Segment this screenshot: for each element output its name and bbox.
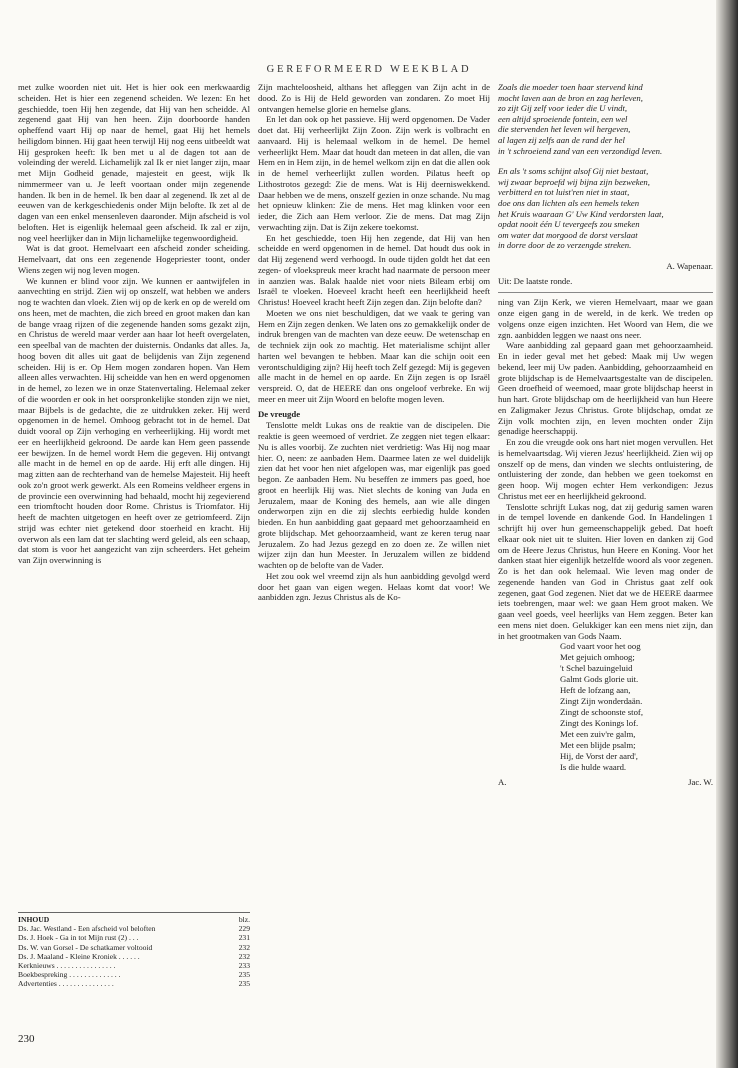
- toc-row: [18, 979, 250, 988]
- psalm-line: Is die hulde waard.: [560, 762, 627, 773]
- toc-row: [18, 952, 250, 961]
- poem-line: in 't schroeiend zand van een verzondigd leven.: [498, 145, 663, 156]
- paragraph: Tenslotte schrijft Lukas nog, dat zij gedurig samen waren in de tempel lovende en dankende God. In Handelingen 1 schrijft hij over hun gemeenschappelijk gebed. Dat hoeft elkaar ook niet uit te sluiten. Hier loven en danken zij God om de Heere Jezus Christus, hun Heere en Koning. Voor het danken staat hier eigenlijk hetzelfde woord als voor zegenen. Zo is het dan ook helemaal. Wie leven mag onder de zegenende handen van God in Christus gaat zelf ook zegenen, gaat God zegenen. Niet dat we de HEERE daarmee iets toebrengen, maar wel: we gaan Hem groot maken. We gaan veel goeds, veel heerlijks van Hem zeggen. Beter kan een mens niet doen. Gelukkiger kan een mens niet zijn, dan in het grootmaken van Gods Naam.: [498, 501, 713, 641]
- paragraph: Tenslotte meldt Lukas ons de reaktie van de discipelen. Die reaktie is geen weemoed of verdriet. Ze zeggen niet tegen elkaar: Nu is alles voorbij. Ze zuchten niet verdrietig: Was Hij nog maar hier. O, neen: ze aanbaden Hem. Daarmee laten ze wel duidelijk zien dat het voor hen niet afgelopen was, mar eigenlijk pas goed begon. Ze aanbaden Hem. Nu beseffen ze immers pas goed, hoe groot en heerlijk Hij was. Niet slechts de koning van Juda en Jeruzalem, maar de Koning des hemels, aan wie alle dingen onderworpen zijn en die zij slechts eerbiedig hulde konden bieden. En hun aanbidding gaat gepaard met gehoorzaamheid en grote blijdschap. Met gehoorzaamheid, want ze keren terug naar Jeruzalem. Zo had Jezus gezegd en zo doen ze. Ze willen niet wijzer zijn dan hun Meester. In Jeruzalem willen ze biddend wachten op de belofte van de Vader.: [258, 420, 490, 570]
- column-1: [18, 82, 250, 566]
- paragraph: We kunnen er blind voor zijn. We kunnen er aantwijfelen in aanvechting en strijd. Zien wij op onszelf, wat hebben we anders nog te wachten dan vloek. Zien wij op de kerk en op de wereld om ons heen, met de machten, die zich breed en groot maken dan kan de bange vraag rijzen of die zegenende handen soms gezakt zijn, en Christus de wereld maar verder aan haar lot heeft overgelaten, een speelbal van de machten der duisternis. Ondanks dat alles. Ja, hoog boven dit alles uit gaat de belijdenis van Zijn zegenend scheiden. Hij is er. Op Hem mogen zondaren hopen. Van Hem alleen alles verwachten. Hij scheidde van hen en werd opgenomen in de hemel, zo lezen we in onze Statenvertaling. Helemaal zeker of die woorden er ook in het oorspronkelijke stonden zijn we niet, maar Bijbels is de gedachte, die ze uitdrukken zeker. Hij werd opgenomen in de hemel. Omhoog gebracht tot in de hemel. Dat duidt vooral op Zijn verhoging en verheerlijking. Hij wordt met eer en heerlijkheid gekroond. De aarde kan Hem geen passende eer bewijzen. In de hemel wordt Hem die gegeven. Hij ontvangt alle macht in de hemel en op de aarde. Hij erft alle dingen. Hij mag zitten aan de rechterhand van de hemelse Majesteit. Hij heeft ook zo'n groot werk gewerkt. Als een Romeins veldheer ergens in de provincie een overwinning had behaald, mocht hij zegevierend een triomftocht houden door Rome. Christus is Triomfator. Hij heeft de machten uitgetogen en heeft over ze getriomfeerd. Zijn strijd was echter niet getekend door stoerheid en kracht. Hij overwon als een lam dat ter slachting werd geleid, als een schaap, dat stom is voor het aangezicht van zijn scheerders. Het geheim van Zijn overwinning is: [18, 275, 250, 565]
- top-margin: [0, 0, 738, 6]
- poem-source: Uit: De laatste ronde.: [498, 275, 573, 286]
- poem-line: in dorre door de zo verzengde streken.: [498, 240, 632, 251]
- paragraph: En zou die vreugde ook ons hart niet mogen vervullen. Het is hemelvaartsdag. Wij vieren Jezus' heerlijkheid. Zien wij op onszelf op de mens, dan vinden we slechts ontluistering, de ontluistering der zonde, dan hebben we geen toekomst en geen hoop. Wij mogen echter Hem verkondigen: Jezus Christus met eer en heerlijkheid gekroond.: [498, 437, 713, 501]
- toc-title: INHOUD: [18, 915, 50, 924]
- paragraph: Zijn machteloosheid, althans het afleggen van Zijn acht in de dood. Zo is Hij de Held geworden van zondaren. Zo moet Hij ontvangen hemelse glorie en hemelse glans.: [258, 82, 490, 114]
- toc-page: 229: [238, 924, 250, 934]
- toc-row: [18, 943, 250, 952]
- toc-entry: Ds. Jac. Westland - Een afscheid vol beloften: [18, 924, 156, 934]
- page-number: 230: [18, 1033, 35, 1045]
- psalm-line: Hij, de Vorst der aard',: [560, 751, 638, 762]
- poem-line: doe ons dan lichten als een hemels teken: [498, 197, 640, 208]
- poem-line: die stervenden het leven wil hergeven,: [498, 124, 631, 135]
- poem-line: al lagen zij zelfs aan de rand der hel: [498, 134, 625, 145]
- toc-page: 235: [238, 970, 250, 980]
- table-of-contents: [18, 912, 250, 989]
- psalm-line: Zingt des Konings lof.: [560, 718, 639, 729]
- toc-entry: Ds. W. van Gorsel - De schatkamer voltooid: [18, 942, 153, 952]
- psalm-line: God vaart voor het oog: [560, 641, 641, 652]
- poem-line: wij zwaar beproefd wij bijna zijn bezweken,: [498, 176, 650, 187]
- signature-author: Jac. W.: [688, 777, 713, 788]
- column-3: [498, 82, 713, 788]
- page-binding-shadow: [716, 0, 738, 1068]
- paragraph: Moeten we ons niet beschuldigen, dat we vaak te gering van Hem en Zijn zegen denken. We laten ons zo gemakkelijk onder de indruk brengen van de machten van deze eeuw. De wetenschap en de techniek zijn ook zo machtig. Het materialisme schijnt aller harten wel bevangen te hebben. Maar kan die schijn ooit een verontschuldiging zijn? Hij heeft toch Zelf gezegd: Mij is gegeven alle macht in de hemel en op aarde. En Zijn zegen is op Israël verspreid. O, dat de HEERE dan ons ongeloof verbreke. En wij meer en meer uit Zijn Woord en belofte mogen leven.: [258, 307, 490, 404]
- poem-line: zo zijt Gij zelf voor ieder die U vindt,: [498, 103, 628, 114]
- paragraph: En het geschiedde, toen Hij hen zegende, dat Hij van hen scheidde en werd opgenomen in de hemel. Dat houdt dus ook in dat Hij zegenend werd verhoogd. In oude tijden goldt het dat een zegen- of vloekspreuk meer kracht had naarmate de persoon meer in aanzien was. Balak haalde niet voor niets Bileam erbij om Israël te vloeken. Hoeveel kracht heeft een heerlijkheid heeft Christus! Hoeveel kracht heeft Zijn zegen dan. Zijn belofte dan?: [258, 232, 490, 307]
- poem-stanza: [498, 166, 713, 251]
- paragraph: Het zou ook wel vreemd zijn als hun aanbidding gevolgd werd door het gaan van eigen wegen. Helaas komt dat voor! We aanbidden zgn. Jezus Christus als de Ko-: [258, 570, 490, 603]
- psalm-line: 't Schel bazuingeluid: [560, 663, 633, 674]
- poem-wapenaar: [498, 82, 713, 251]
- column-2: [258, 82, 490, 603]
- paragraph: En let dan ook op het passieve. Hij werd opgenomen. De Vader doet dat. Hij verheerlijkt Zijn Zoon. Zijn werk is volbracht en aanvaard. Hij is helemaal welkom in de hemel. De hemel verheerlijkt Hem. Maar dat houdt dan meteen in dat allen, die van Hem en in Hem zijn, in de hemel welkom zijn en dat die allen ook in de hemel verheerlijkt zullen worden. Pilatus heeft op Lithostrotos gezegd: Zie de mens. Wat is Hij deerniswekkend. Daar hebben we de mens, onszelf gezien in onze schande. Nu mag het opnieuw klinken: Zie de mens. Het mag klinken voor een ieder, die Zich aan Hem verloor. Zie de mens. Dat mag Zijn verwachting zijn. Dat is Zijn zekere toekomst.: [258, 114, 490, 232]
- signature-line: [498, 777, 713, 788]
- toc-entry: Boekbespreking . . . . . . . . . . . . . .: [18, 970, 121, 980]
- poem-line: om water dat morgood de dorst verslaat: [498, 229, 638, 240]
- poem-author: A. Wapenaar.: [666, 260, 713, 271]
- paragraph: met zulke woorden niet uit. Het is hier ook een merkwaardig scheiden. Het is hier een zegenend scheiden. We lezen: En het geschiedde, toen Hij hen zegende, dat Hij van hen scheidde. Al zegenend gaat Hij van hen heen. Zijn doorboorde handen opheffend vaart Hij op naar de hemel, gaat Hij het hemels heiligdom binnen. Hij gaat heen terwijl Hij nog eens uitbeeldt wat Hij gesproken heeft: Ik ben met u al de dagen tot aan de voleinding der wereld. Lichamelijk zal Ik er niet langer zijn, maar met Mijn Godheid genade, majesteit en geest, wijk Ik nimmermeer van u. Je leeft voortaan onder mijn zegenende handen. Ik ben in de hemel. Ik ben daar al zegenend. Ik zet al de eeuwen van de kerkgeschiedenis onder Mijn belofte. Ik zet al de dagen van een enkel mensenleven daaronder. Mijn afscheid is vol beloften. Het is eigenlijk helemaal geen afscheid. Ik zal er zijn, nog veel heerlijker dan in Mijn lichamelijke tegenwoordigheid.: [18, 82, 250, 243]
- poem-line: mocht laven aan de bron en zag herleven,: [498, 92, 643, 103]
- toc-row: [18, 961, 250, 970]
- poem-line: verbitterd en tot luist'ren niet in staat,: [498, 187, 630, 198]
- psalm-line: Met gejuich omhoog;: [560, 652, 635, 663]
- toc-row: [18, 970, 250, 979]
- psalm-line: Galmt Gods glorie uit.: [560, 674, 639, 685]
- paragraph: ning van Zijn Kerk, we vieren Hemelvaart, maar we gaan onze eigen gang in de wereld, in de kerk. We treden op volgens onze eigen inzichten. Het Woord van Hem, die we zgn. aanbidden leggen we naast ons neer.: [498, 297, 713, 340]
- toc-page: 233: [238, 961, 250, 971]
- psalm-verse: [560, 641, 713, 773]
- toc-page: 231: [238, 933, 250, 943]
- psalm-line: Heft de lofzang aan,: [560, 685, 631, 696]
- toc-entry: Kerknieuws . . . . . . . . . . . . . . . .: [18, 961, 116, 971]
- section-heading: De vreugde: [258, 408, 301, 419]
- paragraph: Ware aanbidding zal gepaard gaan met gehoorzaamheid. En in ieder geval met het gebed: Maak mij Uw wegen bekend, leer mij Uw paden. Aanbidding, gehoorzaamheid en grote blijdschap is de Hemelvaartsgestalte van de discipelen. Geen droefheid of weemoed, maar grote blijdschap heerst in hun hart. Grote blijdschap om de heerlijkheid van hun Heere en Zaligmaker Jezus Christus. Grote blijdschap, omdat ze Zijn volk mochten zijn, en leven mochten onder Zijn genadige heerschappij.: [498, 340, 713, 437]
- psalm-line: Met een blijde psalm;: [560, 740, 636, 751]
- poem-line: opdat nooit één U tevergeefs zou smeken: [498, 219, 640, 230]
- toc-row: [18, 924, 250, 933]
- toc-page: 232: [238, 942, 250, 952]
- signature-left: A.: [498, 777, 507, 788]
- poem-line: Zoals die moeder toen haar stervend kind: [498, 82, 643, 92]
- toc-entry: Ds. J. Maaland - Kleine Kroniek . . . . . .: [18, 951, 140, 961]
- poem-stanza: [498, 82, 713, 156]
- divider: [498, 292, 713, 293]
- poem-line: een altijd sproeiende fontein, een wel: [498, 113, 628, 124]
- psalm-line: Zingt de schoonste stof,: [560, 707, 644, 718]
- page-header: GEREFORMEERD WEEKBLAD: [266, 64, 472, 75]
- toc-entry: Ds. J. Hoek - Ga in tot Mijn rust (2) . . .: [18, 933, 139, 943]
- toc-entry: Advertenties . . . . . . . . . . . . . . .: [18, 979, 114, 989]
- poem-line: het Kruis waaraan G' Uw Kind verdorsten laat,: [498, 208, 664, 219]
- toc-row: [18, 933, 250, 942]
- poem-line: En als 't soms schijnt alsof Gij niet bestaat,: [498, 166, 649, 177]
- psalm-line: Zingt Zijn wonderdaän.: [560, 696, 643, 707]
- toc-page-col: blz.: [238, 915, 250, 924]
- toc-header: [18, 912, 250, 924]
- toc-page: 232: [238, 951, 250, 961]
- toc-page: 235: [238, 979, 250, 989]
- psalm-line: Met een zuiv're galm,: [560, 729, 636, 740]
- paragraph: Wat is dat groot. Hemelvaart een afscheid zonder scheiding. Hemelvaart, dat ons een zegenende Hogepriester toont, onder Wiens zegen wij nog leven mogen.: [18, 243, 250, 275]
